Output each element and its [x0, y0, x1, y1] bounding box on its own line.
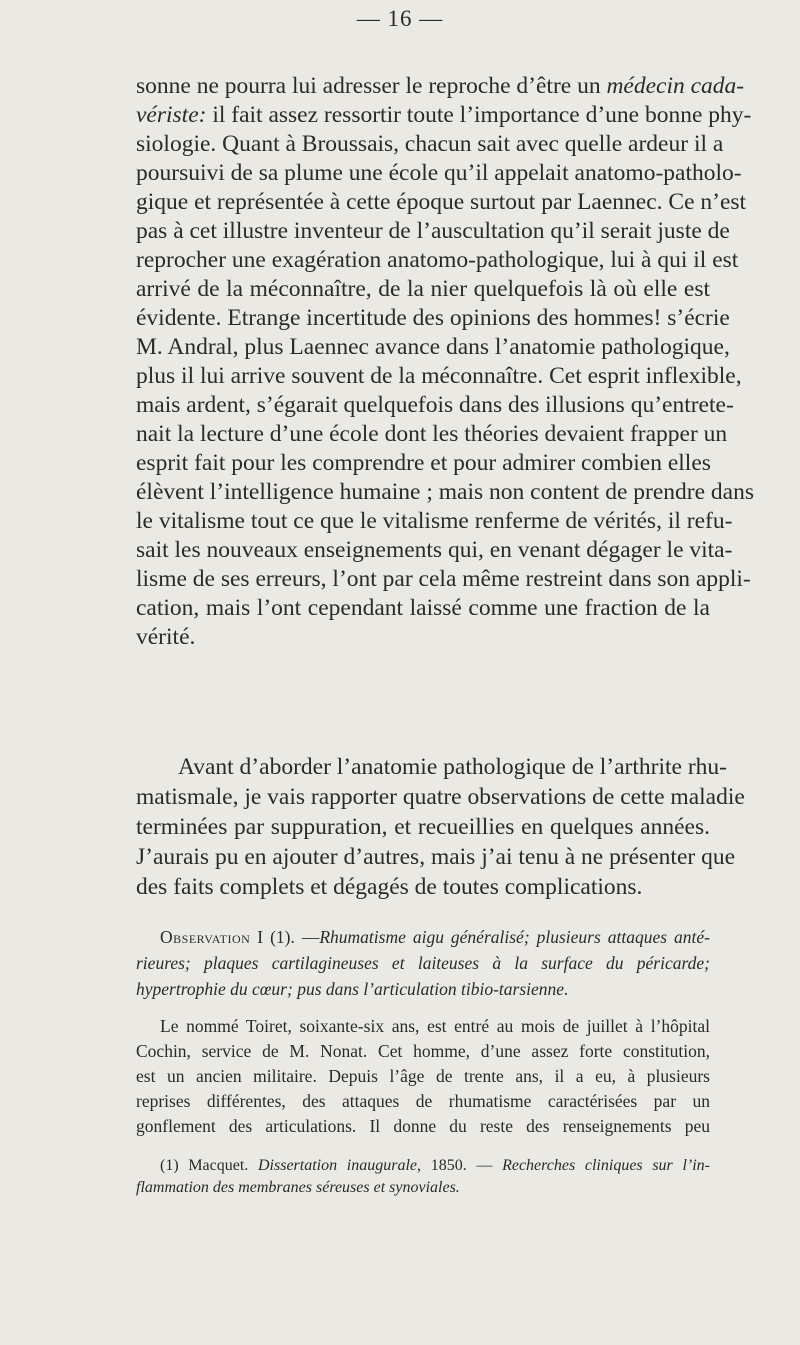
text-line: siologie. Quant à Broussais, chacun sait avec quelle ardeur il a	[136, 131, 724, 157]
text-line: M. Andral, plus Laennec avance dans l’anatomie pathologique,	[136, 334, 730, 360]
text-line: gique et représentée à cette époque surtout par Laennec. Ce n’est	[136, 189, 747, 215]
text-line: Cochin, service de M. Nonat. Cet homme, d’une assez forte constitution,	[136, 1041, 710, 1061]
text-line: nait la lecture d’une école dont les théories devaient frapper un	[136, 421, 728, 447]
page-number: — 16 —	[356, 6, 444, 31]
text-line: hypertrophie du cœur; pus dans l’articulation tibio-tarsienne.	[136, 979, 569, 999]
text-line: reprises différentes, des attaques de rhumatisme caractérisées par un	[136, 1091, 710, 1111]
text-line: sait les nouveaux enseignements qui, en venant dégager le vita-	[136, 537, 733, 563]
text-line: pas à cet illustre inventeur de l’auscultation qu’il serait juste de	[136, 218, 730, 244]
text-line: est un ancien militaire. Depuis l’âge de trente ans, il a eu, à plusieurs	[136, 1066, 710, 1086]
text-line: vériste: il fait assez ressortir toute l’importance d’une bonne phy-	[136, 102, 752, 128]
text-line: gonflement des articulations. Il donne du reste des renseignements peu	[136, 1116, 710, 1136]
text-line: cation, mais l’ont cependant laissé comme une fraction de la	[136, 595, 710, 621]
text-line: élèvent l’intelligence humaine ; mais non content de prendre dans	[136, 479, 754, 505]
text-line: lisme de ses erreurs, l’ont par cela même restreint dans son appli-	[136, 566, 751, 592]
text-line: des faits complets et dégagés de toutes complications.	[136, 874, 643, 900]
text-line: vérité.	[136, 624, 196, 650]
text-line: reprocher une exagération anatomo-pathologique, lui à qui il est	[136, 247, 739, 273]
text-line: sonne ne pourra lui adresser le reproche d’être un médecin cada-	[136, 73, 745, 99]
text-line: esprit fait pour les comprendre et pour admirer combien elles	[136, 450, 711, 476]
text-line: le vitalisme tout ce que le vitalisme renferme de vérités, il refu-	[136, 508, 733, 534]
text-line: arrivé de la méconnaître, de la nier quelquefois là où elle est	[136, 276, 710, 302]
text-line: J’aurais pu en ajouter d’autres, mais j’ai tenu à ne présenter que	[136, 844, 736, 870]
text-line: (1) Macquet. Dissertation inaugurale, 1850. — Recherches cliniques sur l’in-	[160, 1157, 711, 1174]
text-line: Le nommé Toiret, soixante-six ans, est entré au mois de juillet à l’hôpital	[160, 1016, 710, 1036]
text-line: terminées par suppuration, et recueillies en quelques années.	[136, 814, 710, 840]
text-line: Observation I (1). —Rhumatisme aigu généralisé; plusieurs attaques anté-	[160, 927, 710, 947]
text-line: mais ardent, s’égarait quelquefois dans des illusions qu’entrete-	[136, 392, 734, 418]
text-line: rieures; plaques cartilagineuses et laiteuses à la surface du péricarde;	[136, 953, 710, 973]
text-line: flammation des membranes séreuses et synoviales.	[136, 1179, 460, 1196]
text-line: Avant d’aborder l’anatomie pathologique de l’arthrite rhu-	[178, 754, 727, 780]
text-line: poursuivi de sa plume une école qu’il appelait anatomo-patholo-	[136, 160, 742, 186]
text-line: plus il lui arrive souvent de la méconnaître. Cet esprit inflexible,	[136, 363, 742, 389]
text-line: évidente. Etrange incertitude des opinions des hommes! s’écrie	[136, 305, 730, 331]
text-line: matismale, je vais rapporter quatre observations de cette maladie	[136, 784, 745, 810]
